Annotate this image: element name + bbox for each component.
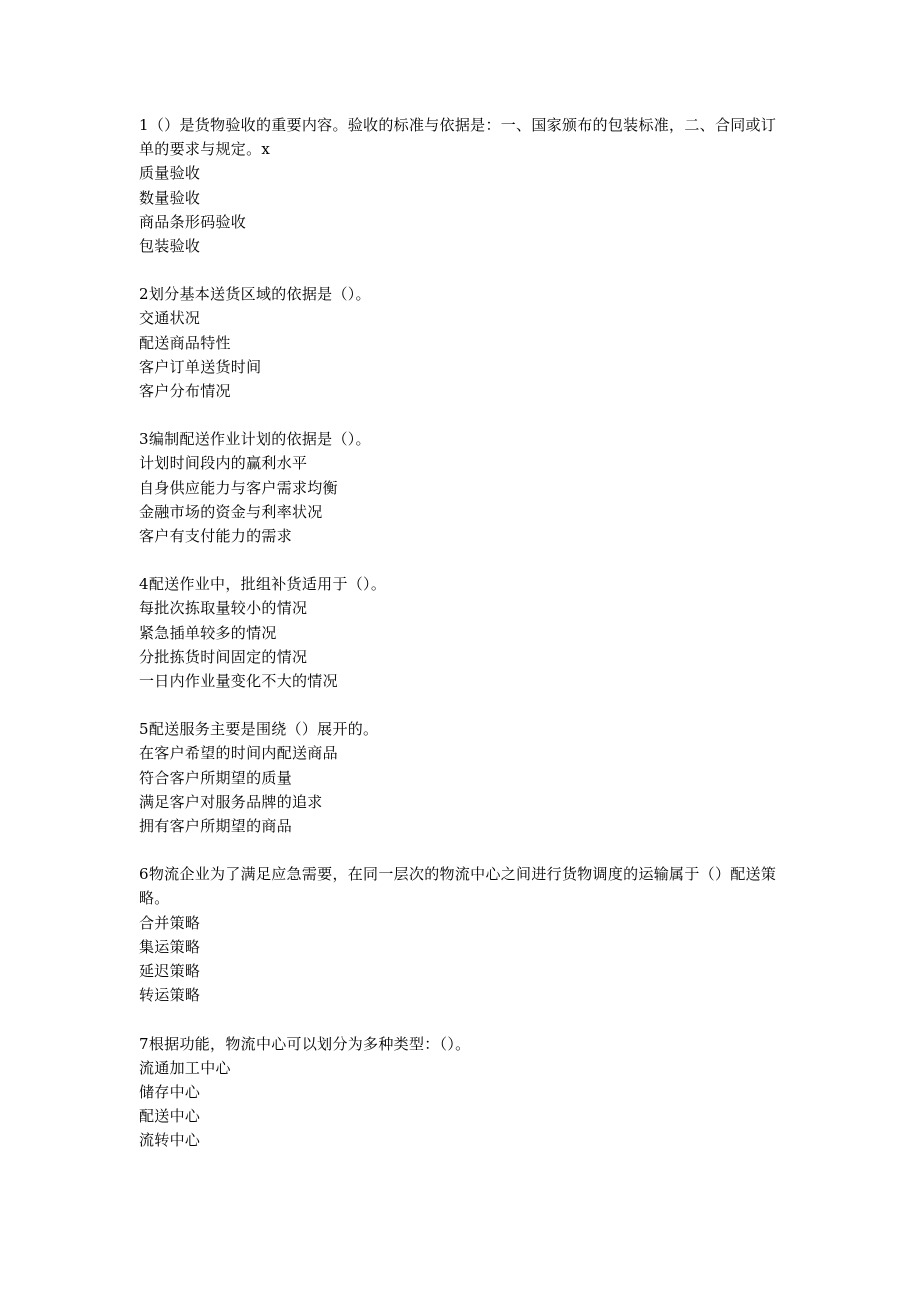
option: 数量验收 [139,188,201,207]
question-text: 7根据功能，物流中心可以划分为多种类型：（）。 [139,1034,471,1053]
option: 拥有客户所期望的商品 [139,817,293,836]
question-7 [139,1032,789,1153]
option: 紧急插单较多的情况 [139,623,277,642]
option: 商品条形码验收 [139,212,247,231]
option: 分批拣货时间固定的情况 [139,647,308,666]
option: 金融市场的资金与利率状况 [139,502,323,521]
option: 满足客户对服务品牌的追求 [139,792,323,811]
question-text: 5配送服务主要是围绕（）展开的。 [139,720,379,739]
document-page [139,113,789,1177]
option: 质量验收 [139,164,201,183]
option: 符合客户所期望的质量 [139,768,293,787]
question-text: 1（）是货物验收的重要内容。验收的标准与依据是：一、国家颁布的包装标准，二、合同或订单的要求与规定。x [139,116,777,159]
option: 包装验收 [139,237,201,256]
question-2 [139,282,789,403]
question-text: 2划分基本送货区域的依据是（）。 [139,285,371,304]
option: 交通状况 [139,309,201,328]
option: 转运策略 [139,986,201,1005]
option: 配送商品特性 [139,333,231,352]
question-6 [139,862,789,1007]
option: 客户订单送货时间 [139,357,262,376]
option: 在客户希望的时间内配送商品 [139,744,338,763]
option: 客户有支付能力的需求 [139,527,293,546]
question-text: 3编制配送作业计划的依据是（）。 [139,430,371,449]
option: 计划时间段内的赢利水平 [139,454,308,473]
question-5 [139,717,789,838]
option: 储存中心 [139,1082,201,1101]
question-3 [139,427,789,548]
question-1 [139,113,789,258]
question-4 [139,572,789,693]
option: 合并策略 [139,913,201,932]
option: 配送中心 [139,1107,201,1126]
option: 集运策略 [139,937,201,956]
option: 自身供应能力与客户需求均衡 [139,478,338,497]
option: 流通加工中心 [139,1058,231,1077]
question-text: 4配送作业中，批组补货适用于（）。 [139,575,387,594]
option: 延迟策略 [139,962,201,981]
question-text: 6物流企业为了满足应急需要，在同一层次的物流中心之间进行货物调度的运输属于（）配送策略。 [139,865,777,908]
option: 流转中心 [139,1131,201,1150]
option: 每批次拣取量较小的情况 [139,599,308,618]
option: 一日内作业量变化不大的情况 [139,672,338,691]
option: 客户分布情况 [139,382,231,401]
